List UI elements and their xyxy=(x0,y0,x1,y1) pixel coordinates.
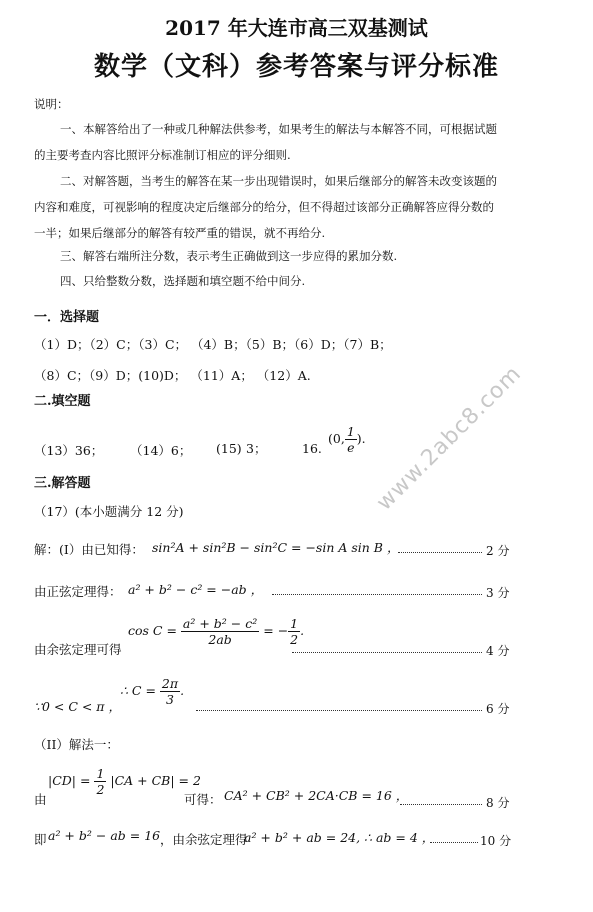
step-5-formula: CA² + CB² + 2CA·CB = 16 ， xyxy=(224,788,409,803)
step-6-dotted-leader xyxy=(430,842,478,843)
fill-answer-15-value: 3； xyxy=(246,441,267,456)
step-1-dotted-leader xyxy=(398,552,482,553)
fill-answer-16-label: 16. xyxy=(302,441,322,456)
note-paragraph-3: 三、解答右端所注分数，表示考生正确做到这一步应得的累加分数. xyxy=(60,249,398,263)
step-6-mid: ，由余弦定理得 xyxy=(160,832,248,847)
notes-label: 说明： xyxy=(34,97,69,111)
document-title: 2017 年大连市高三双基测试 xyxy=(165,16,428,40)
watermark: www.2abc8.com xyxy=(372,361,527,516)
step-1-score: 2 分 xyxy=(486,544,510,558)
step-3-prefix: 由余弦定理可得 xyxy=(34,642,122,657)
choice-answers-row-1: （1）D；（2）C；（3）C； （4）B；（5）B；（6）D；（7）B； xyxy=(34,337,392,352)
note-paragraph-4: 四、只给整数分数，选择题和填空题不给中间分. xyxy=(60,274,306,288)
step-4-score: 6 分 xyxy=(486,702,510,716)
note-paragraph-1-line-1: 一、本解答给出了一种或几种解法供参考，如果考生的解法与本解答不同，可根据试题 xyxy=(60,122,497,136)
step-6-score: 10 分 xyxy=(480,834,512,848)
section-fill-heading: 二.填空题 xyxy=(34,394,91,409)
step-3-formula: cos C = $\frac{\text{a² + b² − c²}}{2ab}$ = − $\frac{1}{2}$ . xyxy=(128,616,305,647)
step-6-formula-1: a² + b² − ab = 16 xyxy=(48,828,161,843)
step-1-formula: sin²A + sin²B − sin²C = −sin A sin B ， xyxy=(152,540,400,555)
step-6-formula-2: a² + b² + ab = 24, ∴ ab = 4 ， xyxy=(244,830,435,845)
step-4-formula: ∴ C = $\frac{2\pi}{3}$ . xyxy=(120,676,185,707)
step-5-score: 8 分 xyxy=(486,796,510,810)
section-choice-heading: 一．选择题 xyxy=(34,310,100,325)
step-2-prefix: 由正弦定理得： xyxy=(34,584,122,599)
document-subtitle: 数学（文科）参考答案与评分标准 xyxy=(93,52,499,82)
question-17-title: （17）(本小题满分 12 分) xyxy=(34,504,184,519)
note-paragraph-1-line-2: 的主要考查内容比照评分标准制订相应的评分细则. xyxy=(34,148,291,162)
step-3-dotted-leader xyxy=(292,652,482,653)
step-5-dotted-leader xyxy=(400,804,482,805)
step-5-mid: 可得： xyxy=(184,792,222,807)
note-paragraph-2-line-2: 内容和难度，可视影响的程度决定后继部分的给分，但不得超过该部分正确解答应得分数的 xyxy=(34,200,494,214)
fill-answer-14: （14）6； xyxy=(130,443,192,458)
step-4-dotted-leader xyxy=(196,710,482,711)
step-2-formula: a² + b² − c² = −ab ， xyxy=(128,582,264,597)
fill-answer-13: （13）36； xyxy=(34,443,104,458)
note-paragraph-2-line-3: 一半；如果后继部分的解答有较严重的错误，就不再给分. xyxy=(34,226,326,240)
fill-answer-15-label: (15) xyxy=(216,441,242,456)
step-6-prefix: 即 xyxy=(34,832,47,847)
step-5-given: |CD| = $\frac{1}{2}$ |CA + CB| = 2 xyxy=(48,766,201,797)
step-3-score: 4 分 xyxy=(486,644,510,658)
choice-answers-row-2: （8）C；（9）D；(10)D； （11）A； （12）A. xyxy=(34,368,311,383)
section-solution-heading: 三.解答题 xyxy=(34,476,91,491)
note-paragraph-2-line-1: 二、对解答题，当考生的解答在某一步出现错误时，如果后继部分的解答未改变该题的 xyxy=(60,174,497,188)
fill-answer-16-interval: (0, $\frac{1}{e}$ ). xyxy=(328,424,366,455)
part-2-heading: （II）解法一： xyxy=(34,737,119,752)
step-2-dotted-leader xyxy=(272,594,482,595)
step-5-prefix: 由 xyxy=(34,792,47,807)
step-1-prefix: 解：(I）由已知得： xyxy=(34,542,144,557)
step-4-condition: ∵0 < C < π ， xyxy=(34,699,121,714)
step-2-score: 3 分 xyxy=(486,586,510,600)
